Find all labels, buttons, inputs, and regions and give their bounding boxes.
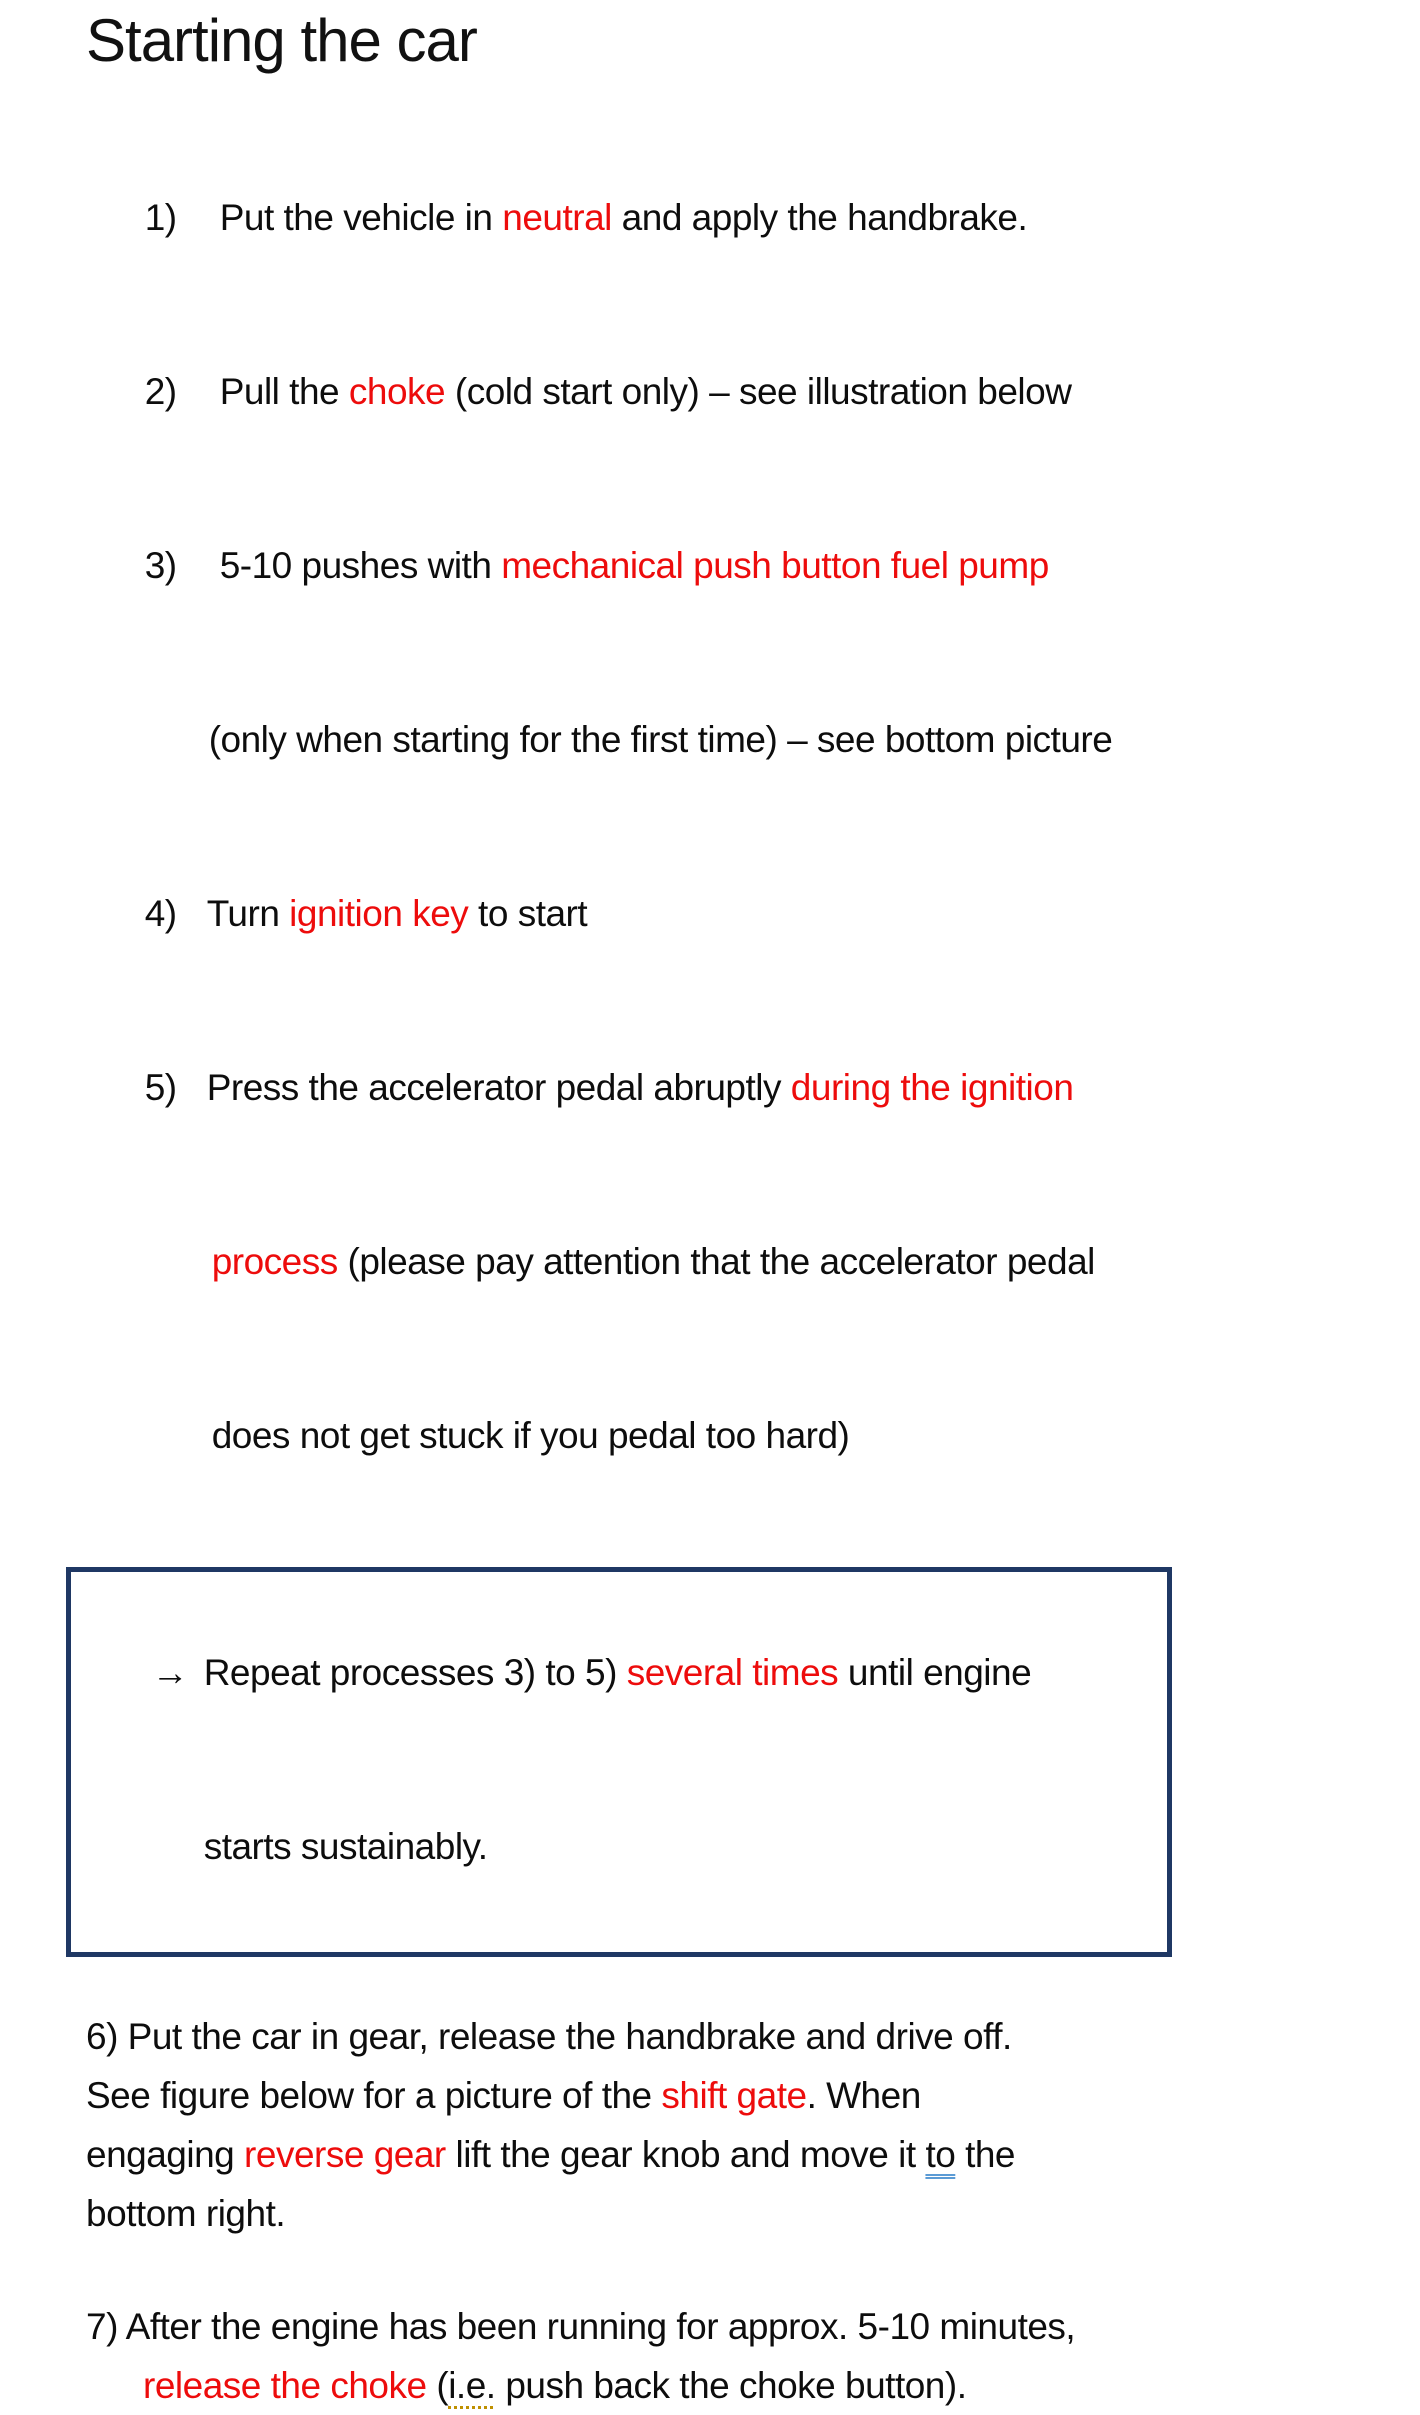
paragraph-line xyxy=(86,2007,1420,2066)
list-item-text xyxy=(209,719,1113,760)
numbered-steps-list xyxy=(86,131,1420,1523)
list-item-number: 4) xyxy=(144,893,177,934)
highlight-grammar: to xyxy=(925,2134,956,2175)
paragraph-line xyxy=(86,2297,1420,2356)
text-segment: See figure below for a picture of the xyxy=(86,2075,662,2116)
text-segment: and apply the handbrake. xyxy=(611,197,1028,238)
highlight-red: several times xyxy=(626,1652,839,1693)
list-item-text xyxy=(212,1415,850,1456)
text-segment: (cold start only) – see illustration below xyxy=(445,371,1072,412)
highlight-red: release the choke xyxy=(143,2365,427,2406)
list-item-text xyxy=(220,197,1028,238)
step-6-paragraph xyxy=(86,2007,1420,2243)
callout-line-2 xyxy=(93,1760,1151,1934)
callout-line-1 xyxy=(93,1586,1151,1760)
text-segment: 5-10 pushes with xyxy=(219,545,502,586)
list-item-text xyxy=(220,371,1072,412)
highlight-red: process xyxy=(211,1241,338,1282)
list-item-1 xyxy=(86,131,1420,305)
list-item-4 xyxy=(86,827,1420,1001)
text-segment: until engine xyxy=(838,1652,1032,1693)
text-segment: Turn xyxy=(206,893,290,934)
list-item-2 xyxy=(86,305,1420,479)
text-segment: (please pay attention that the accelerator pedal xyxy=(337,1241,1095,1282)
text-segment: Pull the xyxy=(219,371,349,412)
list-item-text xyxy=(220,545,1049,586)
text-segment: engaging xyxy=(86,2134,245,2175)
text-segment: bottom right. xyxy=(86,2193,286,2234)
arrow-icon: → xyxy=(151,1652,189,1693)
list-item-text xyxy=(207,1067,1074,1108)
list-item-5 xyxy=(86,1001,1420,1175)
list-item-3 xyxy=(86,479,1420,653)
page-title: Starting the car xyxy=(86,7,477,74)
list-item-number: 2) xyxy=(144,371,177,412)
callout-text xyxy=(204,1826,488,1867)
callout-text xyxy=(204,1652,1032,1693)
highlight-red: mechanical push button fuel pump xyxy=(501,545,1049,586)
text-segment: 7) After the engine has been running for approx. 5-10 minutes, xyxy=(86,2306,1076,2347)
highlight-red: neutral xyxy=(502,197,612,238)
text-segment: (only when starting for the first time) – see bottom picture xyxy=(208,719,1113,760)
text-segment: ( xyxy=(426,2365,449,2406)
repeat-callout-box xyxy=(66,1567,1172,1957)
list-item-text xyxy=(207,893,587,934)
text-segment: . When xyxy=(806,2075,921,2116)
paragraph-line xyxy=(86,2184,1420,2243)
text-segment: does not get stuck if you pedal too hard) xyxy=(211,1415,850,1456)
list-item-number: 3) xyxy=(144,545,177,586)
paragraph-line xyxy=(86,2125,1420,2184)
list-item-5-continuation xyxy=(86,1175,1420,1349)
text-segment: Press the accelerator pedal abruptly xyxy=(206,1067,791,1108)
highlight-red: ignition key xyxy=(289,893,469,934)
text-segment: starts sustainably. xyxy=(203,1826,488,1867)
paragraph-line xyxy=(86,2066,1420,2125)
highlight-spell: i.e. xyxy=(448,2365,496,2406)
highlight-red: reverse gear xyxy=(244,2134,446,2175)
highlight-red: choke xyxy=(348,371,446,412)
text-segment: push back the choke button). xyxy=(495,2365,967,2406)
text-segment: Repeat processes 3) to 5) xyxy=(203,1652,627,1693)
paragraph-line xyxy=(86,2356,1420,2415)
text-segment: lift the gear knob and move it xyxy=(445,2134,926,2175)
text-segment: the xyxy=(955,2134,1016,2175)
slide-page xyxy=(0,6,1420,2406)
step-7-paragraph xyxy=(86,2297,1420,2415)
list-item-number: 1) xyxy=(144,197,177,238)
list-item-5-continuation-2 xyxy=(86,1349,1420,1523)
list-item-3-continuation xyxy=(86,653,1420,827)
text-segment: Put the vehicle in xyxy=(219,197,503,238)
list-item-text xyxy=(212,1241,1095,1282)
text-segment: to start xyxy=(468,893,588,934)
highlight-red: during the ignition xyxy=(790,1067,1074,1108)
highlight-red: shift gate xyxy=(661,2075,807,2116)
text-segment: 6) Put the car in gear, release the handbrake and drive off. xyxy=(86,2016,1012,2057)
list-item-number: 5) xyxy=(144,1067,177,1108)
